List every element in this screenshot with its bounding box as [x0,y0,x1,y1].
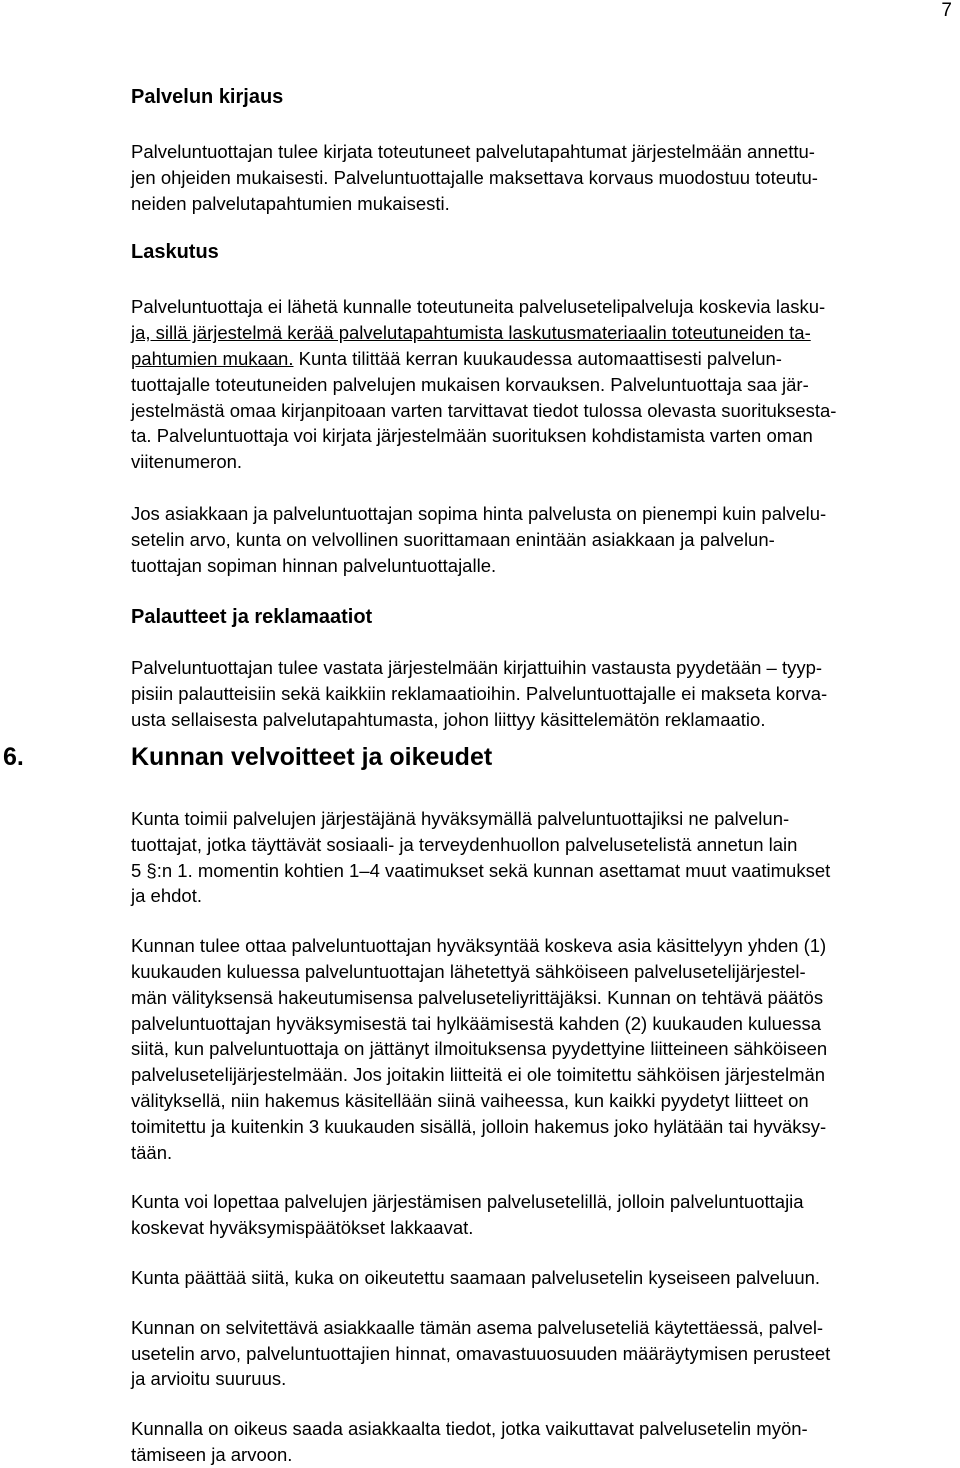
text-line: palveluntuottajan hyväksymisestä tai hylkäämisestä kahden (2) kuukauden kuluessa [131,1012,822,1034]
text-line: Kunnalla on oikeus saada asiakkaalta tiedot, jotka vaikuttavat palvelusetelin myön- [131,1418,808,1440]
text-line: tuottajat, jotka täyttävät sosiaali- ja terveydenhuollon palvelusetelistä annetun lain [131,833,798,855]
text-line: toimitettu ja kuitenkin 3 kuukauden sisällä, jolloin hakemus joko hylätään tai hyväksy- [131,1115,827,1137]
paragraph-kirjaus [131,139,931,216]
text-line: Kunnan tulee ottaa palveluntuottajan hyväksyntää koskeva asia käsittelyyn yhden (1) [131,935,827,957]
text-line: Kunta toimii palvelujen järjestäjänä hyväksymällä palveluntuottajiksi ne palvelun- [131,808,790,829]
document-body [131,82,931,733]
text-line: män välityksensä hakeutumisensa palveluseteliyrittäjäksi. Kunnan on tehtävä päätös [131,986,824,1008]
text-line: Palveluntuottajan tulee vastata järjestelmään kirjattuihin vastausta pyydetään – tyyp- [131,657,823,679]
text-line: tämiseen ja arvoon. [131,1443,293,1465]
heading-palvelun-kirjaus: Palvelun kirjaus [131,86,284,108]
page-number: 7 [941,0,952,21]
text-line: 5 §:n 1. momentin kohtien 1–4 vaatimukset sekä kunnan asettamat muut vaatimukset [131,859,831,881]
text-line: Kunta voi lopettaa palvelujen järjestämisen palvelusetelillä, jolloin palveluntuottajia [131,1191,804,1213]
text-line: tuottajalle toteutuneiden palvelujen mukaisen korvauksen. Palveluntuottaja saa jär- [131,373,809,395]
text-line: tään. [131,1141,173,1163]
text-line: ja ehdot. [131,885,202,907]
paragraph-chapter-6 [131,1416,931,1468]
text-line: ja arvioitu suuruus. [131,1368,287,1390]
text-line: Jos asiakkaan ja palveluntuottajan sopima hinta palvelusta on pienempi kuin palvelu- [131,502,827,524]
text-line: välityksellä, niin hakemus käsitellään siinä vaiheessa, kun kaikki pyydetyt liitteet on [131,1089,809,1111]
text-line: pisiin palautteisiin sekä kaikkiin reklamaatioihin. Palveluntuottajalle ei makseta korva- [131,683,828,705]
paragraph-palautteet [131,655,931,732]
text-line: setelin arvo, kunta on velvollinen suorittamaan enintään asiakkaan ja palvelun- [131,528,775,550]
text-line: Kunnan on selvitettävä asiakkaalle tämän asema palveluseteliä käytettäessä, palvel- [131,1316,824,1338]
chapter-body [131,806,931,1468]
text-line: neiden palvelutapahtumien mukaisesti. [131,192,450,214]
text-line: Palveluntuottaja ei lähetä kunnalle toteutuneita palvelusetelipalveluja koskevia lasku- [131,296,826,318]
paragraph-chapter-2 [131,933,931,1165]
underlined-text-line: ja, sillä järjestelmä kerää palvelutapahtumista laskutusmateriaalin toteutuneiden ta- [131,322,811,344]
text-line: jestelmästä omaa kirjanpitoaan varten tarvittavat tiedot tulossa olevasta suorituksesta- [131,399,837,421]
paragraph-chapter-3 [131,1189,931,1241]
paragraph-chapter-1 [131,806,931,909]
paragraph-laskutus-1 [131,294,931,475]
paragraph-chapter-5 [131,1315,931,1392]
text-line: tuottajan sopiman hinnan palveluntuottajalle. [131,554,497,576]
paragraph-laskutus-2 [131,501,931,578]
text-line: ta. Palveluntuottaja voi kirjata järjestelmään suorituksen kohdistamista varten oman [131,425,813,447]
text-line: palvelusetelijärjestelmään. Jos joitakin liitteitä ei ole toimitettu sähköisen järjestelmän [131,1064,826,1086]
paragraph-chapter-4 [131,1265,931,1291]
heading-laskutus: Laskutus [131,241,219,264]
chapter-title: Kunnan velvoitteet ja oikeudet [131,743,493,771]
chapter-number: 6. [3,743,24,771]
text-line [131,346,931,372]
text-line: kuukauden kuluessa palveluntuottajan lähetettyä sähköiseen palvelusetelijärjestel- [131,960,806,982]
underlined-text: pahtumien mukaan. [131,347,294,369]
text-line: jen ohjeiden mukaisesti. Palveluntuottajalle maksettava korvaus muodostuu toteutu- [131,166,818,188]
heading-palautteet: Palautteet ja reklamaatiot [131,606,373,629]
text-line: Palveluntuottajan tulee kirjata toteutuneet palvelutapahtumat järjestelmään annettu- [131,141,815,162]
text-line: siitä, kun palveluntuottaja on jättänyt ilmoituksensa pyydettyine liitteineen sähköiseen [131,1038,828,1060]
text-line: koskevat hyväksymispäätökset lakkaavat. [131,1217,474,1239]
text-line: Kunta päättää siitä, kuka on oikeutettu saamaan palvelusetelin kyseiseen palveluun. [131,1266,821,1288]
text-fragment: Kunta tilittää kerran kuukaudessa automaattisesti palvelun- [293,347,782,369]
text-line: viitenumeron. [131,451,243,473]
text-line: usetelin arvo, palveluntuottajien hinnat, omavastuuosuuden määräytymisen perusteet [131,1342,831,1364]
text-line: usta sellaisesta palvelutapahtumasta, johon liittyy käsittelemätön reklamaatio. [131,708,766,730]
